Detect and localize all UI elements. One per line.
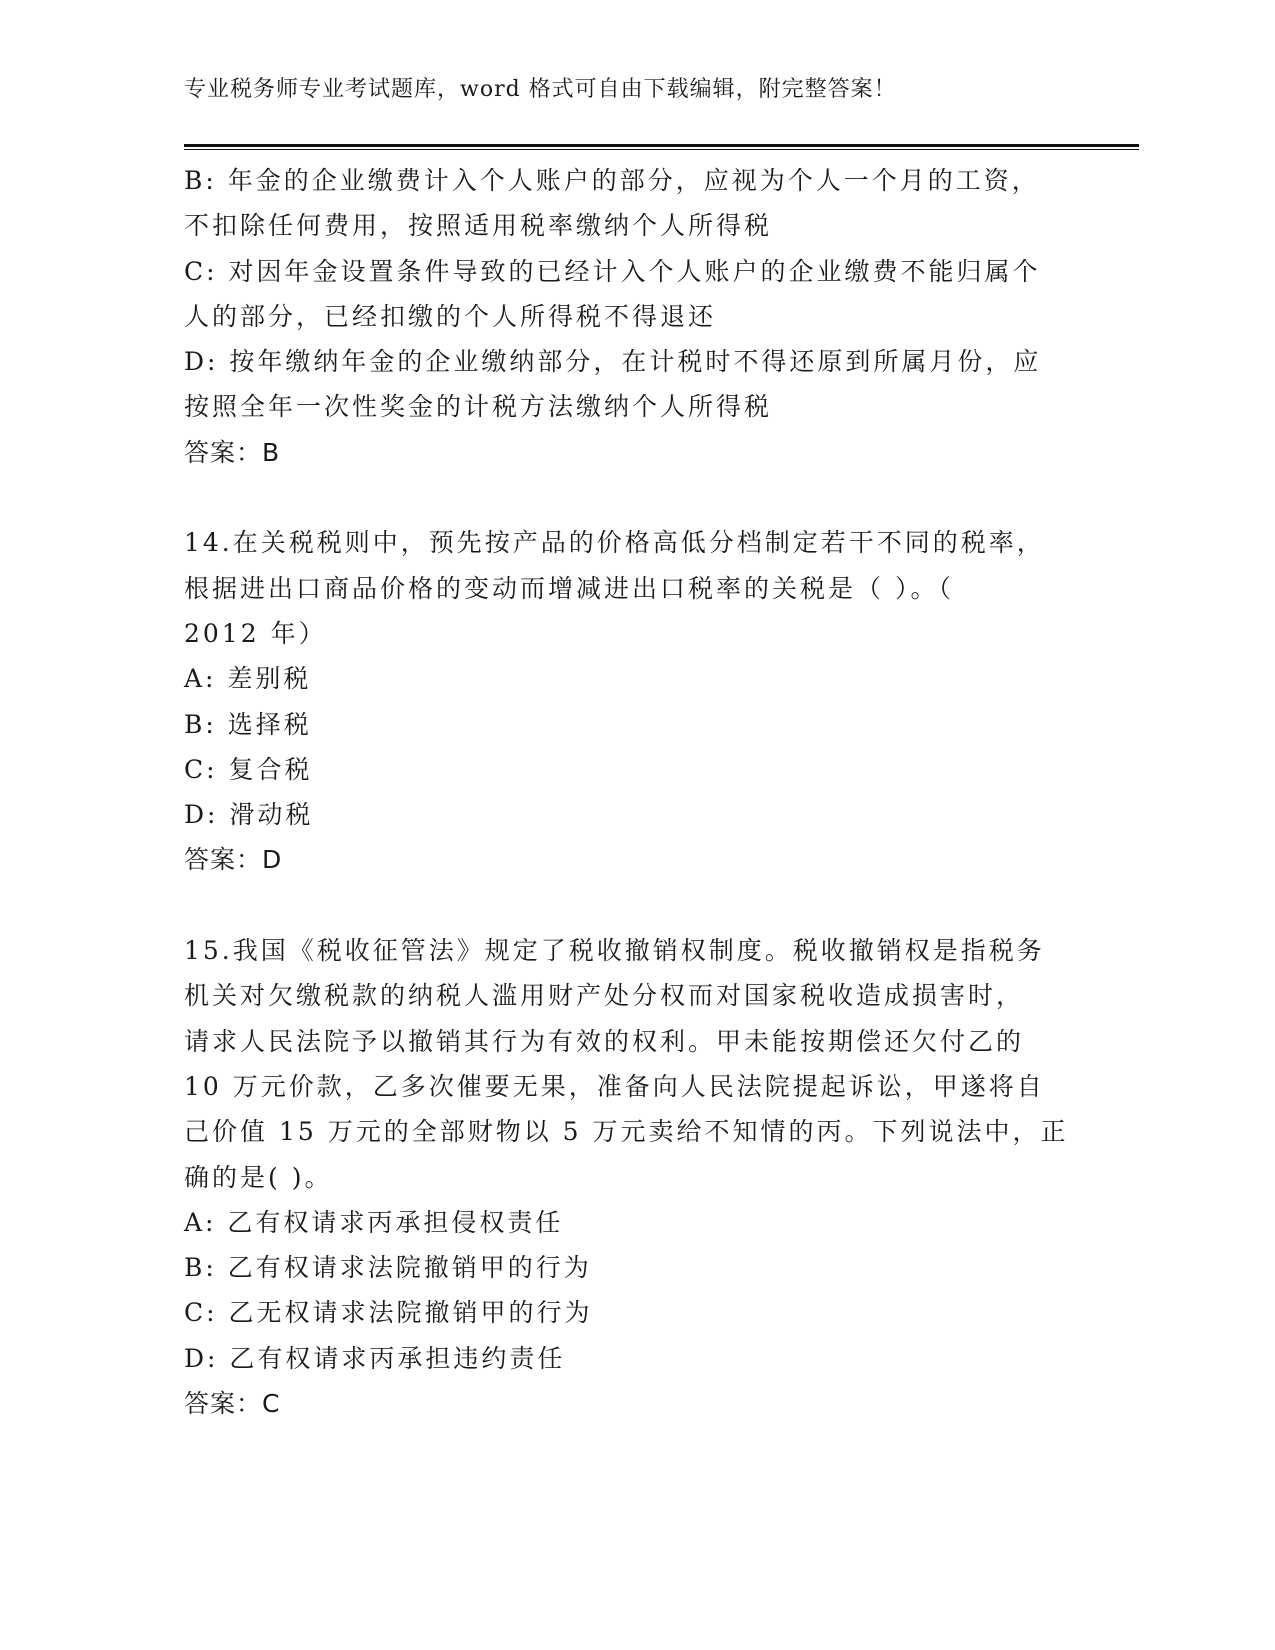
page-header: 专业税务师专业考试题库，word 格式可自由下载编辑，附完整答案！ [184,77,897,102]
q14-option-d: D: 滑动税 [184,800,314,830]
q13-option-d-line2: 按照全年一次性奖金的计税方法缴纳个人所得税 [184,392,773,422]
q15-stem-line4: 10 万元价款，乙多次催要无果，准备向人民法院提起诉讼，甲遂将自 [184,1071,1045,1101]
q15-stem-line6: 确的是( )。 [184,1162,333,1192]
q15-stem-line5: 己价值 15 万元的全部财物以 5 万元卖给不知情的丙。下列说法中，正 [184,1117,1069,1147]
spacer [184,475,1064,520]
q15-stem-line1: 15.我国《税收征管法》规定了税收撤销权制度。税收撤销权是指税务 [184,936,1045,966]
q15-option-b: B: 乙有权请求法院撤销甲的行为 [184,1253,592,1283]
q13-option-c-line2: 人的部分，已经扣缴的个人所得税不得退还 [184,301,717,331]
q13-option-b-line1: B: 年金的企业缴费计入个人账户的部分，应视为个人一个月的工资， [184,166,1040,195]
q14-answer: 答案：D [184,845,283,875]
spacer [184,883,1064,928]
q15-option-c: C: 乙无权请求法院撤销甲的行为 [184,1298,593,1328]
question-content [184,158,1069,1426]
q15-answer: 答案：C [184,1389,281,1419]
q13-answer: 答案：B [184,437,281,467]
q15-stem-line3: 请求人民法院予以撤销其行为有效的权利。甲未能按期偿还欠付乙的 [184,1026,1025,1056]
q13-option-d-line1: D: 按年缴纳年金的企业缴纳部分，在计税时不得还原到所属月份，应 [184,347,1042,377]
q13-option-b-line2: 不扣除任何费用，按照适用税率缴纳个人所得税 [184,211,773,241]
q14-option-c: C: 复合税 [184,754,313,784]
header-rule-thin [184,149,1139,150]
q14-stem-line1: 14.在关税税则中，预先按产品的价格高低分档制定若干不同的税率， [184,528,1045,558]
q14-stem-line2: 根据进出口商品价格的变动而增减进出口税率的关税是（ ）。（ [184,573,954,603]
header-rule-thick [184,144,1139,147]
q14-option-b: B: 选择税 [184,709,312,739]
q15-option-a: A: 乙有权请求丙承担侵权责任 [184,1207,564,1237]
q15-option-d: D: 乙有权请求丙承担违约责任 [184,1343,566,1373]
q13-option-c-line1: C: 对因年金设置条件导致的已经计入个人账户的企业缴费不能归属个 [184,256,1041,286]
q14-option-a: A: 差别税 [184,664,312,694]
q15-stem-line2: 机关对欠缴税款的纳税人滥用财产处分权而对国家税收造成损害时， [184,981,1025,1011]
q14-stem-line3: 2012 年） [184,618,327,648]
